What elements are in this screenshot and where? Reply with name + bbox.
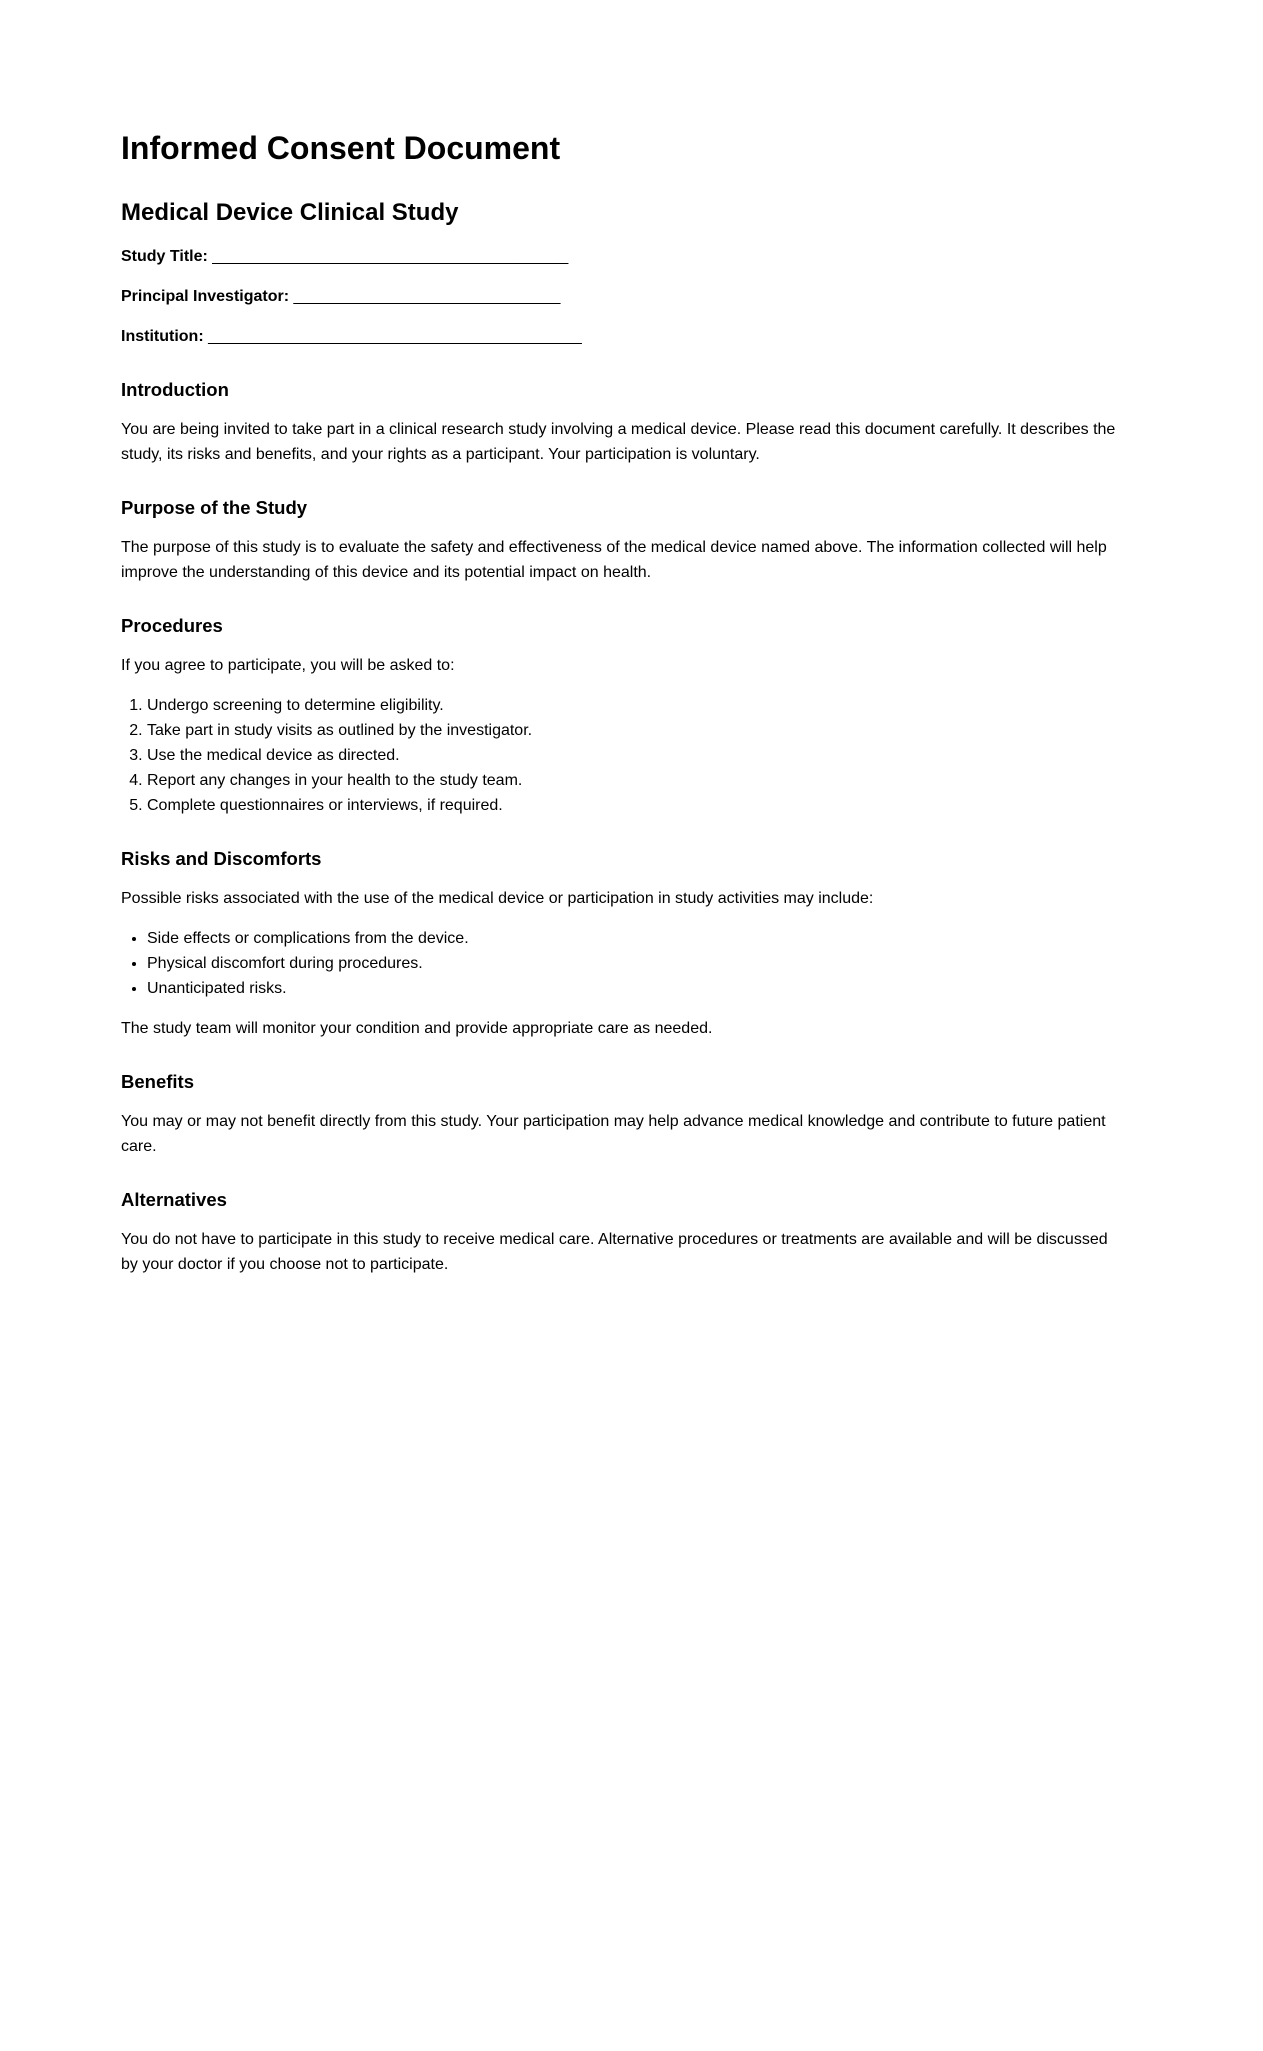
- risks-footer-paragraph: The study team will monitor your condition and provide appropriate care as needed.: [121, 1020, 713, 1037]
- document-subtitle: Medical Device Clinical Study: [121, 199, 459, 226]
- field-study-title: [121, 244, 1121, 269]
- procedures-list: [121, 693, 1121, 818]
- field-principal-investigator: [121, 284, 1121, 309]
- field-institution-blank-line: __________________________________________: [208, 328, 582, 345]
- purpose-paragraph: The purpose of this study is to evaluate the safety and effectiveness of the medical device named above. The information collected will help improve the understanding of this device and its potential impact on health.: [121, 539, 1107, 581]
- procedures-list-item: 4. Report any changes in your health to the study team.: [147, 768, 1121, 793]
- field-institution-label: Institution:: [121, 328, 204, 345]
- document-content: [121, 130, 1121, 1277]
- procedures-list-item: 2. Take part in study visits as outlined by the investigator.: [147, 718, 1121, 743]
- field-institution: [121, 324, 1121, 349]
- benefits-paragraph: You may or may not benefit directly from this study. Your participation may help advance medical knowledge and contribute to future patient care.: [121, 1113, 1106, 1155]
- field-principal-investigator-blank-line: ______________________________: [293, 288, 561, 305]
- procedures-list-item: 3. Use the medical device as directed.: [147, 743, 1121, 768]
- section-heading-purpose: Purpose of the Study: [121, 497, 308, 518]
- risks-list-item: • Physical discomfort during procedures.: [147, 951, 1121, 976]
- procedures-list-item: 1. Undergo screening to determine eligibility.: [147, 693, 1121, 718]
- section-heading-procedures: Procedures: [121, 615, 223, 636]
- section-heading-alternatives: Alternatives: [121, 1189, 227, 1210]
- risks-list-item: • Unanticipated risks.: [147, 976, 1121, 1001]
- introduction-paragraph: You are being invited to take part in a clinical research study involving a medical device. Please read this document carefully. It describes the study, its risks and benefits, and your rights as a participant. Your participation is voluntary.: [121, 421, 1116, 463]
- document-title: Informed Consent Document: [121, 130, 561, 166]
- alternatives-paragraph: You do not have to participate in this study to receive medical care. Alternative procedures or treatments are available and will be discussed by your doctor if you choose not to participate.: [121, 1231, 1108, 1273]
- risks-intro-paragraph: Possible risks associated with the use of the medical device or participation in study activities may include:: [121, 890, 874, 907]
- procedures-list-item: 5. Complete questionnaires or interviews, if required.: [147, 793, 1121, 818]
- risks-list: [121, 926, 1121, 1001]
- field-study-title-blank-line: ________________________________________: [212, 248, 569, 265]
- risks-list-item: • Side effects or complications from the device.: [147, 926, 1121, 951]
- section-heading-introduction: Introduction: [121, 379, 229, 400]
- field-principal-investigator-label: Principal Investigator:: [121, 288, 290, 305]
- section-heading-benefits: Benefits: [121, 1071, 194, 1092]
- procedures-intro-paragraph: If you agree to participate, you will be asked to:: [121, 657, 455, 674]
- section-heading-risks: Risks and Discomforts: [121, 848, 322, 869]
- field-study-title-label: Study Title:: [121, 248, 208, 265]
